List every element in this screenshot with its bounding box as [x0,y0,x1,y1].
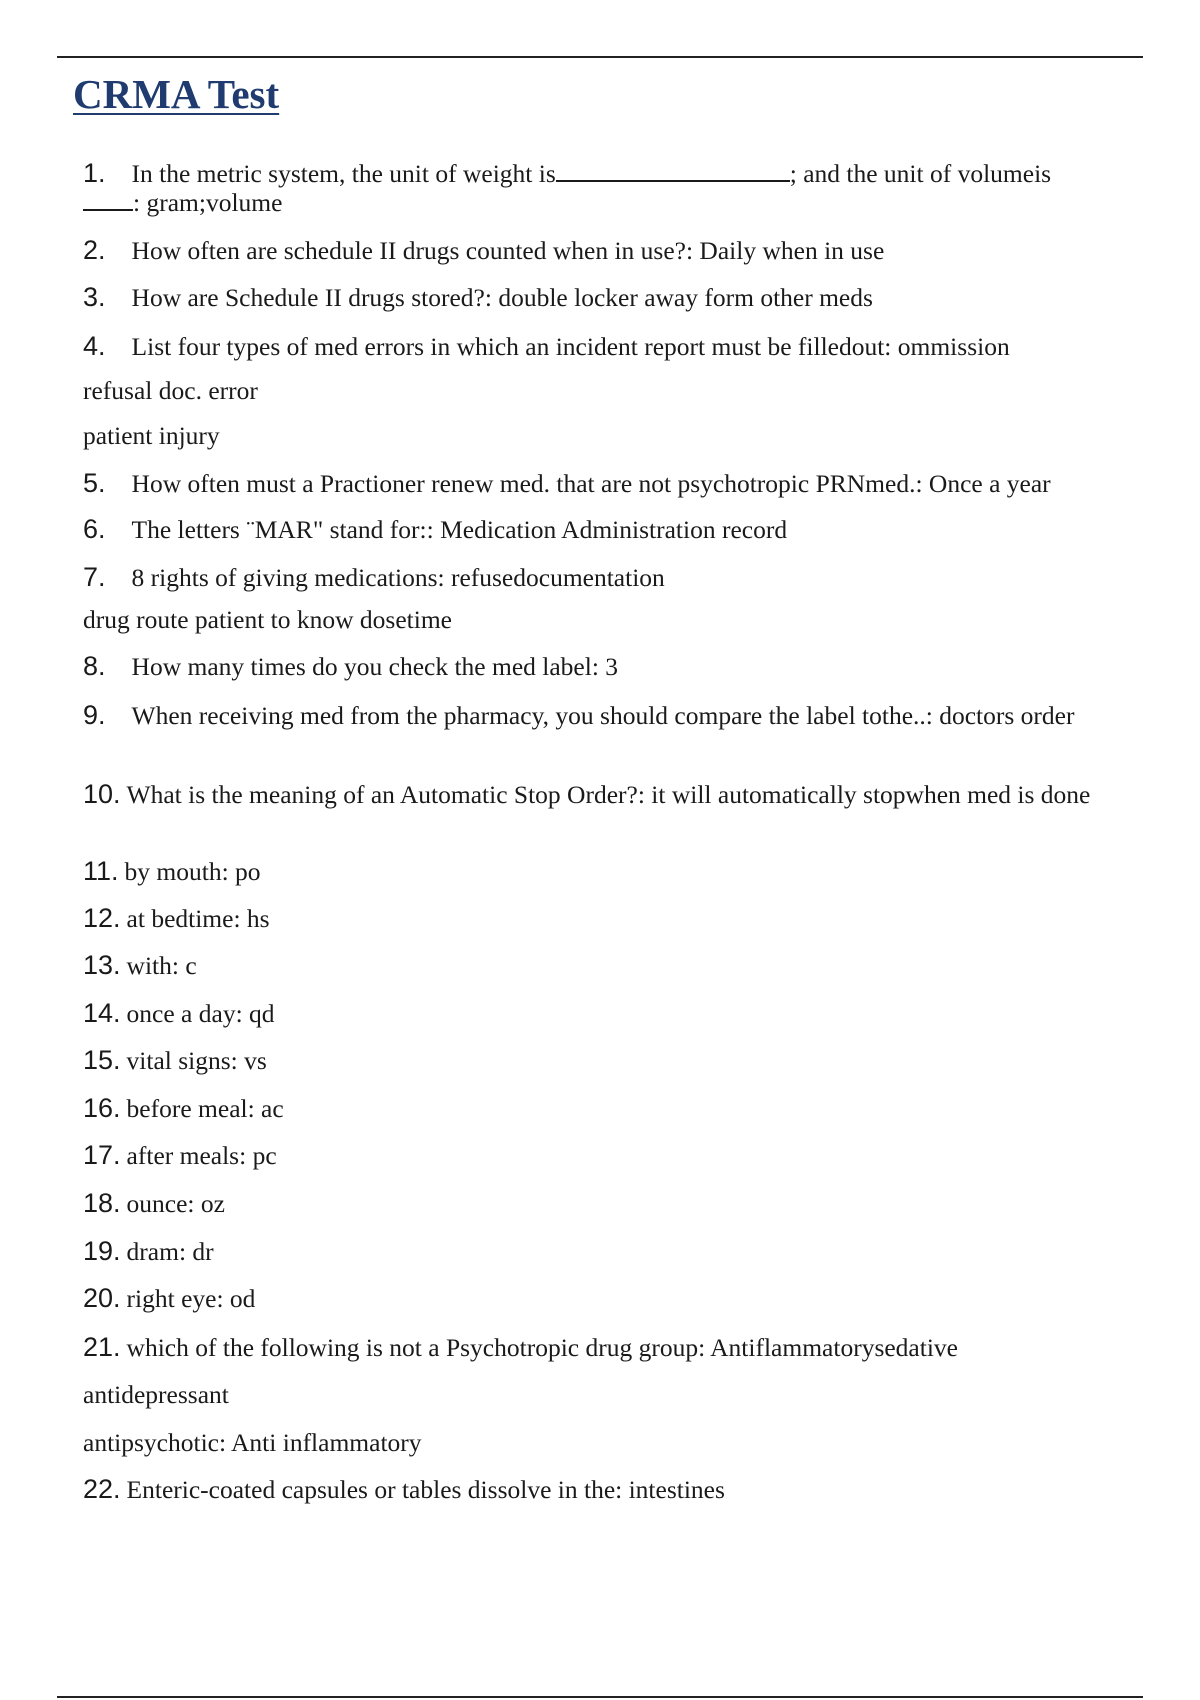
question-text: right eye: od [126,1284,256,1313]
page-title: CRMA Test [73,71,280,117]
top-rule [57,56,1143,58]
question-number: 11. [83,856,119,886]
question-4-continuation: refusal doc. error [83,376,258,405]
question-22 [83,1474,1153,1505]
question-text: List four types of med errors in which an incident report must be filledout: ommission [131,332,1010,361]
question-number: 18. [83,1188,121,1218]
question-text: with: c [126,951,197,980]
question-text: How often are schedule II drugs counted when in use?: Daily when in use [131,236,885,265]
question-4-continuation: patient injury [83,421,220,450]
question-number: 3. [83,282,106,312]
question-text: The letters ¨MAR" stand for:: Medication Administration record [131,515,788,544]
question-text: 8 rights of giving medications: refusedocumentation [131,563,665,592]
question-number: 14. [83,998,121,1028]
question-6 [83,514,1153,545]
question-2 [83,235,1153,266]
question-21 [83,1332,1153,1363]
question-19 [83,1236,1153,1267]
question-15 [83,1045,1153,1076]
question-8 [83,651,1153,682]
question-number: 5. [83,468,106,498]
question-number: 10. [83,779,121,809]
question-number: 22. [83,1474,121,1504]
question-number: 6. [83,514,106,544]
question-number: 19. [83,1236,121,1266]
question-text: at bedtime: hs [126,904,270,933]
question-20 [83,1283,1153,1314]
question-21-continuation: antipsychotic: Anti inflammatory [83,1428,422,1457]
question-17 [83,1140,1153,1171]
question-13 [83,950,1153,981]
question-text: How many times do you check the med label: 3 [131,652,619,681]
question-text: which of the following is not a Psychotropic drug group: Antiflammatorysedative [126,1333,958,1362]
question-text: ; and the unit of volumeis [789,159,1052,188]
question-4 [83,331,1153,362]
question-1 [83,158,1153,189]
question-5 [83,468,1153,499]
question-number: 4. [83,331,106,361]
question-7 [83,562,1153,593]
question-text: Enteric-coated capsules or tables dissolve in the: intestines [126,1475,725,1504]
answer-blank [83,208,133,211]
question-text: before meal: ac [126,1094,284,1123]
question-text: by mouth: po [124,857,261,886]
question-number: 15. [83,1045,121,1075]
question-number: 7. [83,562,106,592]
question-7-continuation: drug route patient to know dosetime [83,605,452,634]
question-3 [83,282,1153,313]
question-text: ounce: oz [126,1189,225,1218]
question-14 [83,998,1153,1029]
question-21-continuation: antidepressant [83,1380,229,1409]
question-number: 1. [83,158,106,188]
question-18 [83,1188,1153,1219]
question-text: In the metric system, the unit of weight is [131,159,556,188]
question-16 [83,1093,1153,1124]
question-12 [83,903,1153,934]
bottom-rule [57,1696,1143,1698]
question-number: 21. [83,1332,121,1362]
question-1-answer [83,188,282,218]
question-text: after meals: pc [126,1141,277,1170]
question-text: once a day: qd [126,999,275,1028]
question-number: 13. [83,950,121,980]
question-text: How often must a Practioner renew med. that are not psychotropic PRNmed.: Once a year [131,469,1051,498]
question-number: 8. [83,651,106,681]
question-number: 9. [83,700,106,730]
answer-blank [556,179,790,182]
question-text: How are Schedule II drugs stored?: double locker away form other meds [131,283,873,312]
question-9 [83,700,1143,731]
question-text: When receiving med from the pharmacy, you should compare the label tothe..: doctors order [131,701,1075,730]
answer-text: : gram;volume [133,188,283,217]
question-11 [83,856,1153,887]
question-10 [83,779,1148,810]
question-text: dram: dr [126,1237,214,1266]
question-number: 12. [83,903,121,933]
question-text: What is the meaning of an Automatic Stop Order?: it will automatically stopwhen med is done [126,780,1091,809]
question-number: 17. [83,1140,121,1170]
question-text: vital signs: vs [126,1046,267,1075]
question-number: 16. [83,1093,121,1123]
question-number: 20. [83,1283,121,1313]
question-number: 2. [83,235,106,265]
